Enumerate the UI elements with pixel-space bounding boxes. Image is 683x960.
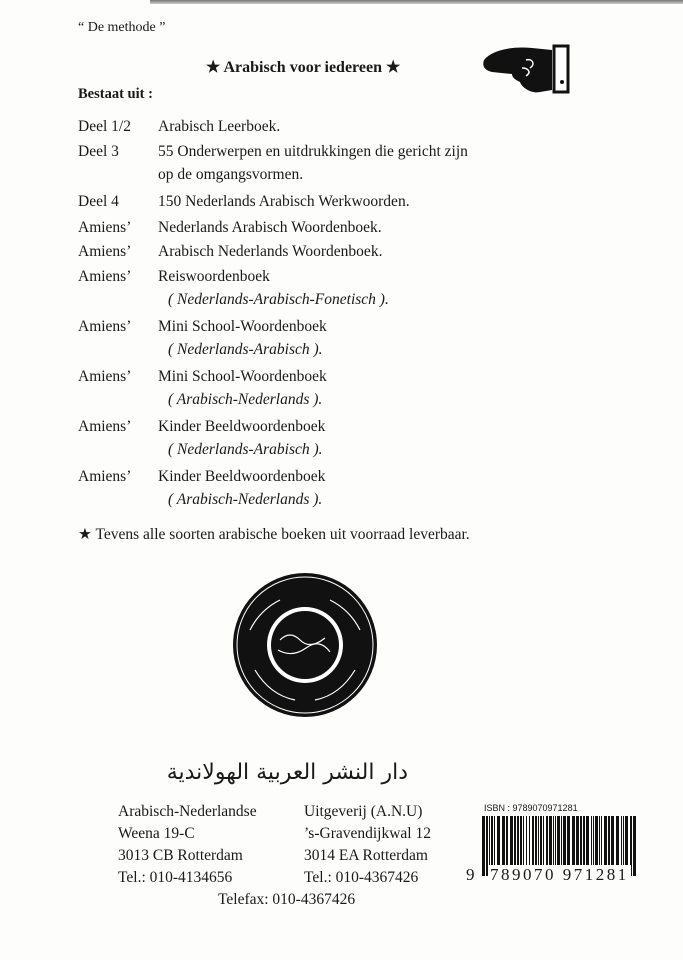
list-item-text: Mini School-Woordenboek	[158, 318, 327, 335]
list-item-label: Amiens’	[78, 318, 132, 335]
list-item-text: ( Nederlands-Arabisch ).	[168, 441, 323, 458]
list-item-label: Amiens’	[78, 468, 132, 485]
address-line: Uitgeverij (A.N.U)	[304, 803, 423, 820]
pointing-hand-icon	[482, 38, 582, 96]
address-line: Tel.: 010-4134656	[118, 869, 233, 886]
list-item-label: Amiens’	[78, 243, 132, 260]
list-item-text: Mini School-Woordenboek	[158, 368, 327, 385]
series-label: “ De methode ”	[78, 20, 166, 35]
list-item-text: ( Nederlands-Arabisch-Fonetisch ).	[168, 291, 389, 308]
address-line: 3014 EA Rotterdam	[304, 847, 428, 864]
list-item-label: Amiens’	[78, 219, 132, 236]
list-item-label: Amiens’	[78, 268, 132, 285]
list-item-text: Arabisch Leerboek.	[158, 118, 281, 135]
barcode-first-digit: 9	[466, 865, 475, 884]
note: ★ Tevens alle soorten arabische boeken uit voorraad leverbaar.	[78, 526, 470, 543]
list-item-label: Deel 1/2	[78, 118, 131, 135]
list-item-text: Reiswoordenboek	[158, 268, 270, 285]
list-item-text: 55 Onderwerpen en uitdrukkingen die gericht zijn	[158, 143, 468, 160]
subtitle: Bestaat uit :	[78, 86, 153, 102]
isbn-label: ISBN : 9789070971281	[484, 803, 578, 813]
page-title: ★ Arabisch voor iedereen ★	[206, 59, 401, 76]
list-item-label: Amiens’	[78, 418, 132, 435]
barcode-digits: 789070 971281	[490, 865, 629, 884]
list-item-text: op de omgangsvormen.	[158, 166, 304, 183]
address-line: Arabisch-Nederlandse	[118, 803, 257, 820]
list-item-label: Deel 4	[78, 193, 119, 210]
calligraphy-seal-logo	[230, 570, 380, 720]
barcode-bar	[482, 816, 485, 876]
list-item-text: ( Arabisch-Nederlands ).	[168, 491, 323, 508]
barcode-block	[466, 803, 642, 893]
list-item-text: 150 Nederlands Arabisch Werkwoorden.	[158, 193, 410, 210]
list-item-text: ( Arabisch-Nederlands ).	[168, 391, 323, 408]
list-item-label: Amiens’	[78, 368, 132, 385]
publisher-arabic-name: دار النشر العربية الهولاندية	[166, 760, 408, 785]
scan-edge	[150, 0, 683, 4]
address-line: 3013 CB Rotterdam	[118, 847, 243, 864]
list-item-text: ( Nederlands-Arabisch ).	[168, 341, 323, 358]
list-item-label: Deel 3	[78, 143, 119, 160]
list-item-text: Kinder Beeldwoordenboek	[158, 468, 326, 485]
list-item-text: Arabisch Nederlands Woordenboek.	[158, 243, 383, 260]
address-line: Tel.: 010-4367426	[304, 869, 419, 886]
address-line: Weena 19-C	[118, 825, 195, 842]
list-item-text: Nederlands Arabisch Woordenboek.	[158, 219, 382, 236]
list-item-text: Kinder Beeldwoordenboek	[158, 418, 326, 435]
address-line: ’s-Gravendijkwal 12	[304, 825, 431, 842]
telefax: Telefax: 010-4367426	[218, 891, 356, 908]
barcode-bar	[633, 816, 636, 876]
